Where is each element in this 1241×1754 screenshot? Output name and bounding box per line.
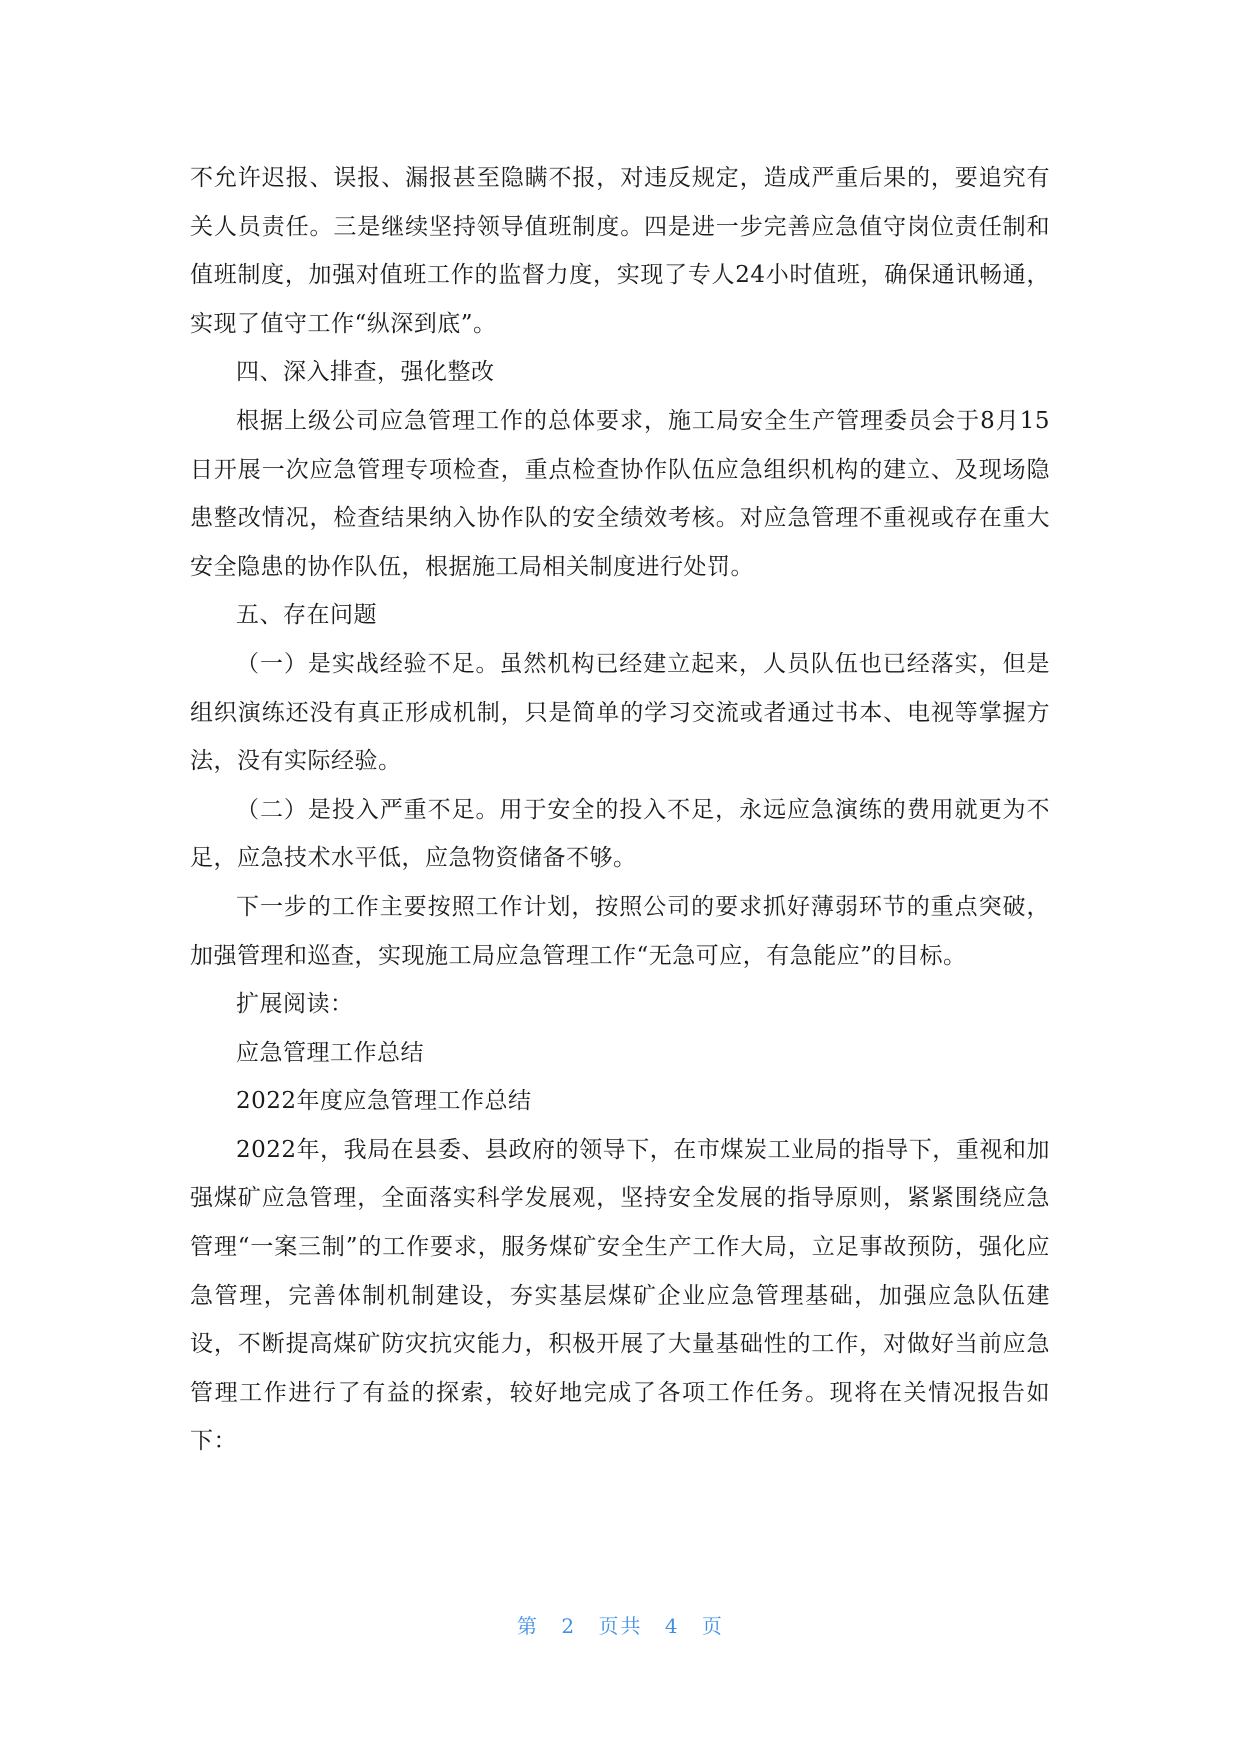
heading-section-four: 四、深入排查，强化整改: [236, 359, 495, 386]
paragraph-duty-system: 不允许迟报、误报、漏报甚至隐瞒不报，对违反规定，造成严重后果的，要追究有关人员责任。三是继续坚持领导值班制度。四是进一步完善应急值守岗位责任制和值班制度，加强对值班工作的监督力度，实现了专人24小时值班，确保通讯畅通，实现了值守工作“纵深到底”。: [190, 165, 1050, 337]
annual-summary-title: 2022年度应急管理工作总结: [236, 1088, 532, 1115]
paragraph-problem-one: （一）是实战经验不足。虽然机构已经建立起来，人员队伍也已经落实，但是组织演练还没有真正形成机制，只是简单的学习交流或者通过书本、电视等掌握方法，没有实际经验。: [190, 650, 1050, 775]
paragraph-annual-summary: 2022年，我局在县委、县政府的领导下，在市煤炭工业局的指导下，重视和加强煤矿应急管理，全面落实科学发展观，坚持安全发展的指导原则，紧紧围绕应急管理“一案三制”的工作要求，服务煤矿安全生产工作大局，立足事故预防，强化应急管理，完善体制机制建设，夯实基层煤矿企业应急管理基础，加强应急队伍建设，不断提高煤矿防灾抗灾能力，积极开展了大量基础性的工作，对做好当前应急管理工作进行了有益的探索，较好地完成了各项工作任务。现将在关情况报告如下：: [190, 1136, 1050, 1455]
paragraph-next-steps: 下一步的工作主要按照工作计划，按照公司的要求抓好薄弱环节的重点突破，加强管理和巡查，实现施工局应急管理工作“无急可应，有急能应”的目标。: [190, 893, 1050, 969]
paragraph-inspection: 根据上级公司应急管理工作的总体要求，施工局安全生产管理委员会于8月15日开展一次应急管理专项检查，重点检查协作队伍应急组织机构的建立、及现场隐患整改情况，检查结果纳入协作队的安全绩效考核。对应急管理不重视或存在重大安全隐患的协作队伍，根据施工局相关制度进行处罚。: [190, 407, 1050, 580]
page-number-footer: 第 2 页共 4 页: [517, 1614, 724, 1638]
extended-reading-label: 扩展阅读：: [236, 991, 354, 1018]
heading-section-five: 五、存在问题: [236, 602, 377, 629]
paragraph-problem-two: （二）是投入严重不足。用于安全的投入不足，永远应急演练的费用就更为不足，应急技术水平低，应急物资储备不够。: [190, 796, 1050, 872]
document-body: [190, 154, 1050, 1466]
extended-reading-title: 应急管理工作总结: [236, 1039, 424, 1066]
